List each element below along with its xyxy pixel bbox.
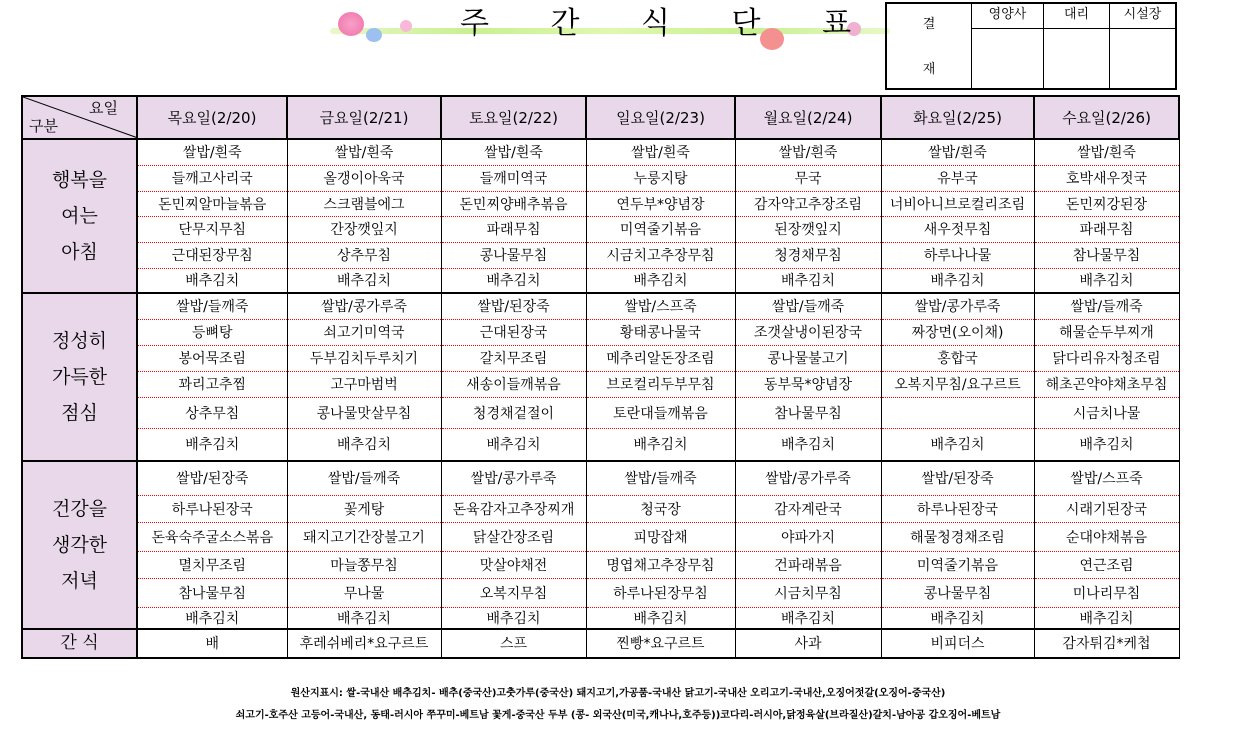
menu-item: 야파가지 [735, 522, 881, 551]
menu-item: 두부김치두루치기 [287, 345, 441, 371]
menu-item: 쌀밥/들깨죽 [137, 293, 287, 319]
lunch-row [22, 345, 1179, 371]
menu-item: 연두부*양념장 [586, 191, 735, 216]
menu-item: 쌀밥/흰죽 [137, 139, 287, 165]
category-line: 생각한 [51, 533, 108, 556]
menu-item: 배추김치 [1034, 428, 1179, 461]
menu-item: 배추김치 [586, 607, 735, 629]
menu-item: 미나리무침 [1034, 578, 1179, 607]
menu-item: 봉어묵조림 [137, 345, 287, 371]
menu-item: 감자약고추장조림 [735, 191, 881, 216]
approval-label-bottom: 재 [922, 62, 936, 77]
menu-item: 돈민찌알마늘볶음 [137, 191, 287, 216]
approval-label [887, 4, 971, 88]
menu-item: 배추김치 [881, 428, 1034, 461]
menu-item: 시래기된장국 [1034, 495, 1179, 522]
menu-item: 갈치무조림 [441, 345, 586, 371]
menu-item: 된장깻잎지 [735, 216, 881, 242]
menu-item: 배추김치 [586, 268, 735, 293]
breakfast-category [22, 139, 137, 293]
corner-cell [22, 96, 137, 139]
menu-item: 쌀밥/콩가루죽 [441, 461, 586, 495]
menu-item: 연근조림 [1034, 551, 1179, 578]
day-header: 월요일(2/24) [735, 96, 881, 139]
category-line: 건강을 [51, 497, 108, 520]
menu-item: 토란대들깨볶음 [586, 397, 735, 428]
menu-item: 미역줄기볶음 [586, 216, 735, 242]
menu-item: 쌀밥/흰죽 [441, 139, 586, 165]
category-line: 저녁 [61, 569, 98, 592]
day-header: 일요일(2/23) [586, 96, 735, 139]
menu-item: 짜장면(오이채) [881, 319, 1034, 345]
menu-item: 간장깻잎지 [287, 216, 441, 242]
menu-item: 메추리알돈장조림 [586, 345, 735, 371]
menu-item: 등뼈탕 [137, 319, 287, 345]
lunch-category [22, 293, 137, 461]
menu-item: 유부국 [881, 165, 1034, 191]
breakfast-row [22, 216, 1179, 242]
menu-item: 꽈리고추찜 [137, 371, 287, 397]
menu-item: 쌀밥/들깨죽 [1034, 293, 1179, 319]
snack-category: 간 식 [22, 629, 137, 658]
lunch-row [22, 428, 1179, 461]
title-banner [330, 0, 890, 60]
dinner-row [22, 461, 1179, 495]
menu-item: 배추김치 [441, 268, 586, 293]
menu-item: 쌀밥/된장죽 [881, 461, 1034, 495]
menu-item: 단무지무침 [137, 216, 287, 242]
breakfast-row [22, 165, 1179, 191]
menu-item: 쌀밥/콩가루죽 [735, 461, 881, 495]
menu-item: 콩나물맛살무침 [287, 397, 441, 428]
sign-director[interactable] [1109, 28, 1175, 88]
menu-item: 배추김치 [137, 268, 287, 293]
menu-item: 배추김치 [441, 607, 586, 629]
menu-item: 배추김치 [287, 428, 441, 461]
menu-item: 쌀밥/흰죽 [881, 139, 1034, 165]
menu-item: 조갯살냉이된장국 [735, 319, 881, 345]
menu-item: 쌀밥/들깨죽 [287, 461, 441, 495]
header-row [22, 96, 1179, 139]
flower-icon [338, 12, 364, 36]
menu-item: 동부묵*양념장 [735, 371, 881, 397]
menu-item: 쌀밥/들깨죽 [586, 461, 735, 495]
page-title: 주 간 식 단 표 [460, 6, 878, 41]
menu-item: 배추김치 [586, 428, 735, 461]
menu-item: 배추김치 [735, 428, 881, 461]
day-header: 목요일(2/20) [137, 96, 287, 139]
menu-item: 닭다리유자청조림 [1034, 345, 1179, 371]
menu-item: 배추김치 [1034, 607, 1179, 629]
menu-table [21, 95, 1180, 659]
corner-day-label: 요일 [89, 99, 118, 117]
menu-item: 맛살야채전 [441, 551, 586, 578]
menu-item: 배추김치 [137, 607, 287, 629]
menu-item: 마늘쫑무침 [287, 551, 441, 578]
menu-item: 새우젓무침 [881, 216, 1034, 242]
menu-item: 돈육감자고추장찌개 [441, 495, 586, 522]
menu-item: 너비아니브로컬리조림 [881, 191, 1034, 216]
lunch-row [22, 293, 1179, 319]
lunch-row [22, 371, 1179, 397]
menu-item: 무국 [735, 165, 881, 191]
menu-item: 고구마범벅 [287, 371, 441, 397]
menu-item: 건파래볶음 [735, 551, 881, 578]
menu-item: 올갱이아욱국 [287, 165, 441, 191]
menu-item: 꽃게탕 [287, 495, 441, 522]
menu-item: 상추무침 [287, 242, 441, 268]
menu-item: 홍합국 [881, 345, 1034, 371]
menu-item: 해초곤약야채초무침 [1034, 371, 1179, 397]
sign-deputy[interactable] [1043, 28, 1109, 88]
menu-item: 쌀밥/들깨죽 [735, 293, 881, 319]
menu-item: 미역줄기볶음 [881, 551, 1034, 578]
menu-item: 황태콩나물국 [586, 319, 735, 345]
role-nutritionist: 영양사 [971, 4, 1043, 28]
category-line: 행복을 [51, 169, 108, 191]
menu-item: 배추김치 [735, 268, 881, 293]
dinner-row [22, 607, 1179, 629]
menu-item: 브로컬리두부무침 [586, 371, 735, 397]
menu-item: 명엽채고추장무침 [586, 551, 735, 578]
sign-nutritionist[interactable] [971, 28, 1043, 88]
category-line: 정성히 [51, 330, 108, 352]
menu-item: 오복지무침 [441, 578, 586, 607]
menu-item: 배추김치 [287, 607, 441, 629]
breakfast-row [22, 268, 1179, 293]
dinner-row [22, 522, 1179, 551]
origin-notice-2: 쇠고기-호주산 고등어-국내산, 동태-러시아 쭈꾸미-베트남 꽃게-중국산 두부 (콩- 외국산(미국,캐나나,호주등))코다리-러시아,닭정육살(브라질산)갈치-남아공 갑오징어-베트남 [235, 710, 1001, 721]
menu-item: 배추김치 [735, 607, 881, 629]
menu-item: 배추김치 [881, 268, 1034, 293]
menu-item: 돈민찌양배추볶음 [441, 191, 586, 216]
role-director: 시설장 [1109, 4, 1175, 28]
menu-item: 근대된장국 [441, 319, 586, 345]
role-deputy: 대리 [1043, 4, 1109, 28]
menu-item: 참나물무침 [1034, 242, 1179, 268]
day-header: 토요일(2/22) [441, 96, 586, 139]
menu-item: 배추김치 [137, 428, 287, 461]
menu-item: 배추김치 [441, 428, 586, 461]
category-line: 가득한 [51, 366, 108, 388]
snack-item: 찐빵*요구르트 [586, 629, 735, 658]
menu-item: 쌀밥/콩가루죽 [881, 293, 1034, 319]
menu-item: 쌀밥/흰죽 [287, 139, 441, 165]
menu-item: 닭살간장조림 [441, 522, 586, 551]
day-header: 금요일(2/21) [287, 96, 441, 139]
menu-item: 파래무침 [1034, 216, 1179, 242]
menu-item: 하루나된장무침 [586, 578, 735, 607]
snack-item: 비피더스 [881, 629, 1034, 658]
menu-item: 하루나된장국 [137, 495, 287, 522]
menu-item: 콩나물무침 [881, 578, 1034, 607]
menu-item: 배추김치 [1034, 268, 1179, 293]
menu-item: 호박새우젓국 [1034, 165, 1179, 191]
menu-item: 쌀밥/된장죽 [441, 293, 586, 319]
menu-item: 순대야채볶음 [1034, 522, 1179, 551]
menu-item: 배추김치 [287, 268, 441, 293]
menu-item: 새송이들깨볶음 [441, 371, 586, 397]
menu-item: 돈육숙주굴소스볶음 [137, 522, 287, 551]
menu-item: 들깨고사리국 [137, 165, 287, 191]
category-line: 점심 [61, 402, 98, 424]
approval-box [885, 2, 1177, 90]
menu-item: 배추김치 [881, 607, 1034, 629]
menu-item: 쌀밥/흰죽 [1034, 139, 1179, 165]
menu-item: 파래무침 [441, 216, 586, 242]
menu-item: 돈민찌강된장 [1034, 191, 1179, 216]
menu-item: 콩나물무침 [441, 242, 586, 268]
menu-item: 오복지무침/요구르트 [881, 371, 1034, 397]
menu-item: 쌀밥/스프죽 [586, 293, 735, 319]
day-header: 수요일(2/26) [1034, 96, 1179, 139]
menu-item: 청경채겉절이 [441, 397, 586, 428]
snack-item: 사과 [735, 629, 881, 658]
dinner-row [22, 495, 1179, 522]
lunch-row [22, 397, 1179, 428]
menu-item: 감자계란국 [735, 495, 881, 522]
menu-item: 쌀밥/스프죽 [1034, 461, 1179, 495]
menu-item: 상추무침 [137, 397, 287, 428]
menu-item: 쌀밥/흰죽 [735, 139, 881, 165]
snack-item: 감자튀김*케첩 [1034, 629, 1179, 658]
category-line: 아침 [61, 241, 98, 263]
breakfast-row [22, 191, 1179, 216]
lunch-row [22, 319, 1179, 345]
breakfast-row [22, 139, 1179, 165]
menu-item [881, 397, 1034, 428]
menu-item: 멸치무조림 [137, 551, 287, 578]
menu-item: 쌀밥/흰죽 [586, 139, 735, 165]
menu-item: 돼지고기간장불고기 [287, 522, 441, 551]
breakfast-row [22, 242, 1179, 268]
menu-item: 쌀밥/된장죽 [137, 461, 287, 495]
dinner-category [22, 461, 137, 629]
menu-item: 스크램블에그 [287, 191, 441, 216]
snack-item: 후레쉬베리*요구르트 [287, 629, 441, 658]
day-header: 화요일(2/25) [881, 96, 1034, 139]
approval-label-top: 결 [922, 17, 936, 32]
corner-category-label: 구분 [29, 117, 58, 135]
snack-item: 스프 [441, 629, 586, 658]
menu-item: 참나물무침 [137, 578, 287, 607]
menu-item: 쇠고기미역국 [287, 319, 441, 345]
menu-item: 누룽지탕 [586, 165, 735, 191]
menu-item: 하루나나물 [881, 242, 1034, 268]
menu-item: 들깨미역국 [441, 165, 586, 191]
menu-item: 시금치무침 [735, 578, 881, 607]
flower-icon [366, 28, 382, 42]
menu-item: 콩나물불고기 [735, 345, 881, 371]
menu-item: 근대된장무침 [137, 242, 287, 268]
menu-item: 참나물무침 [735, 397, 881, 428]
menu-item: 무나물 [287, 578, 441, 607]
category-line: 여는 [61, 205, 98, 227]
menu-item: 해물청경채조림 [881, 522, 1034, 551]
snack-item: 배 [137, 629, 287, 658]
menu-item: 시금치나물 [1034, 397, 1179, 428]
menu-item: 해물순두부찌개 [1034, 319, 1179, 345]
menu-item: 청경채무침 [735, 242, 881, 268]
menu-item: 청국장 [586, 495, 735, 522]
flower-icon [400, 20, 412, 32]
menu-item: 쌀밥/콩가루죽 [287, 293, 441, 319]
dinner-row [22, 578, 1179, 607]
menu-item: 하루나된장국 [881, 495, 1034, 522]
snack-row [22, 629, 1179, 658]
origin-notice-1: 원산지표시: 쌀-국내산 배추김치- 배추(중국산)고춧가루(중국산) 돼지고기,가공품-국내산 닭고기-국내산 오리고기-국내산,오징어젓갈(오징어-중국산) [290, 688, 946, 699]
dinner-row [22, 551, 1179, 578]
menu-item: 피망잡채 [586, 522, 735, 551]
menu-item: 시금치고추장무침 [586, 242, 735, 268]
